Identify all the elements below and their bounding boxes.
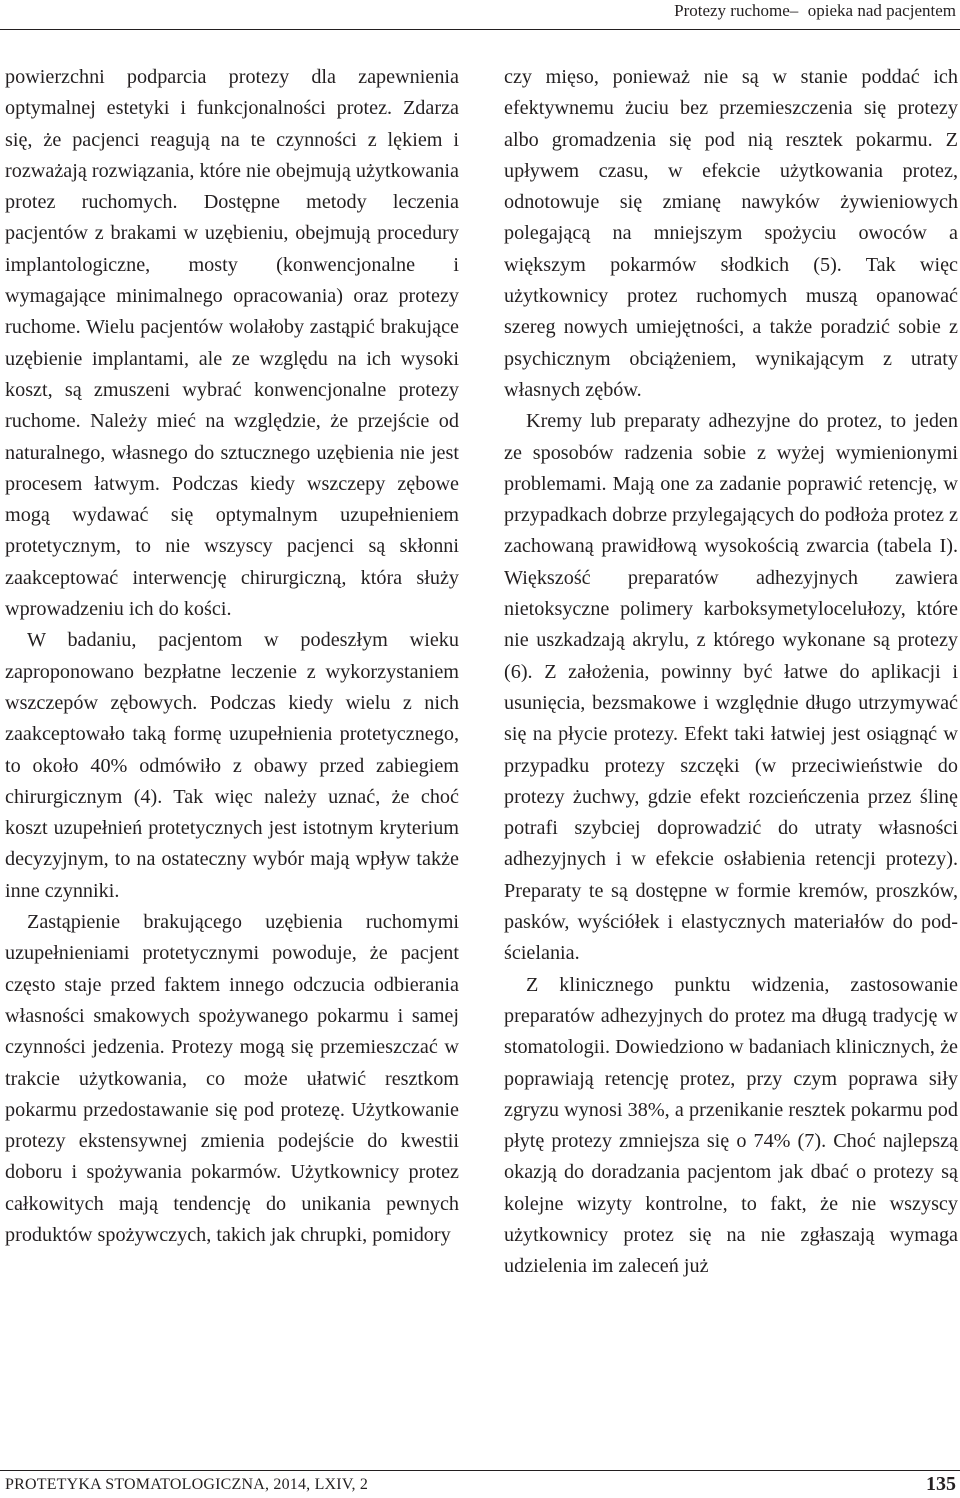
- paragraph: Z klinicznego punktu widzenia, zastosowanie preparatów adhezyjnych do protez ma długą tradycję w stomatologii. Dowiedziono w badaniach klinicznych, że poprawiają retencję protez, przy czym poprawa siły zgryzu wynosi 38%, a przenikanie resztek pokarmu pod płytę protezy zmniejsza się o 74% (7). Choć najlepszą okazją do doradzania pacjentom jak dbać o protezy są kolejne wizyty kontrolne, to fakt, że nie wszyscy użytkownicy protez się na nie zgłaszają wymaga udzielenia im zaleceń już: [504, 973, 958, 1278]
- paragraph: czy mięso, ponieważ nie są w stanie poddać ich efektywnemu żuciu bez przemieszczenia się protezy albo gromadzenia się pod nią resztek pokarmu. Z upływem czasu, w efekcie użytkowania protez, odnotowuje się zmianę nawyków żywieniowych polegającą na mniejszym spożyciu owoców a większym pokarmów słodkich (5). Tak więc użytkownicy protez ruchomych muszą opanować szereg nowych umiejętności, a także poradzić sobie z psychicznym obciążeniem, wynikającym z utraty własnych zębów.: [504, 66, 958, 401]
- paragraph: Kremy lub preparaty adhezyjne do protez, to jeden ze sposobów radzenia sobie z wyżej wymienionymi problemami. Mają one za zadanie poprawić retencję, w przypadkach dobrze przylegających do podłoża protez z zachowaną prawidłową wysokością zwarcia (tabela I). Większość preparatów adhezyjnych zawiera nietoksyczne polimery karboksymetylocelułozy, które nie uszkadzają akrylu, z którego wykonane są protezy (6). Z założenia, powinny być łatwe do aplikacji i usunięcia, bezsmakowe i względnie długo utrzymywać się na płycie protezy. Efekt taki łatwiej jest osiągnąć w przypadku protezy szczęki (w przeciwieństwie do protezy żuchwy, gdzie efekt rozcieńczenia przez ślinę potrafi szybciej doprowadzić do utraty własności adhezyjnych i w efekcie osłabienia retencji protezy). Preparaty te są dostępne w formie kremów, proszków, pasków, wyściółek i elastycznych materiałów do podścielania.: [504, 410, 958, 965]
- paragraph: powierzchni podparcia protezy dla zapewnienia optymalnej estetyki i funkcjonalności protez. Zdarza się, że pacjenci reagują na te czynności z lękiem i rozważają rozwiązania, które nie obejmują użytkowania protez ruchomych. Dostępne metody leczenia pacjentów z brakami w uzębieniu, obejmują procedury implantologiczne, mosty (konwencjonalne i wymagające minimalnego opracowania) oraz protezy ruchome. Wielu pacjentów wolałoby zastąpić brakujące uzębienie implantami, ale ze względu na ich wysoki koszt, są zmuszeni wybrać konwencjonalne protezy ruchome. Należy mieć na względzie, że przejście od naturalnego, własnego do sztucznego uzębienia nie jest procesem łatwym. Podczas kiedy wszczepy zębowe mogą wydawać się optymalnym uzupełnieniem protetycznym, to nie wszyscy pacjenci są skłonni zaakceptować interwencję chirurgiczną, która służy wprowadzeniu ich do kości.: [5, 66, 460, 621]
- left-column: [5, 62, 459, 1251]
- running-header: [674, 0, 956, 22]
- paragraph: W badaniu, pacjentom w podeszłym wieku zaproponowano bezpłatne leczenie z wykorzystaniem wszczepów zębowych. Podczas kiedy wielu z nich zaakceptowało taką formę uzupełnienia protetycznego, to około 40% odmówiło z obawy przed zabiegiem chirurgicznym (4). Tak więc należy uznać, że choć koszt uzupełnień protetycznych jest istotnym kryterium decyzyjnym, to na ostateczny wybór mają wpływ także inne czynniki.: [5, 629, 459, 902]
- paragraph: Zastąpienie brakującego uzębienia ruchomymi uzupełnieniami protetycznymi powoduje, że pacjent często staje przed faktem innego odczucia odbierania własności smakowych spożywanego pokarmu i samej czynności jedzenia. Protezy mogą się przemieszczać w trakcie użytkowania, co może ułatwić resztkom pokarmu przedostawanie się pod protezę. Użytkowanie protezy ekstensywnej zmienia podejście do kwestii doboru i spożywania pokarmów. Użytkownicy protez całkowitych mają tendencję do unikania pewnych produktów spożywczych, takich jak chrupki, pomidory: [5, 911, 459, 1246]
- page-number: 135: [926, 1473, 956, 1495]
- running-subtitle: opieka nad pacjentem: [807, 1, 956, 20]
- footer-rule: [0, 1470, 960, 1471]
- journal-citation: PROTETYKA STOMATOLOGICZNA, 2014, LXIV, 2: [5, 1476, 369, 1493]
- running-title: Protezy ruchome: [674, 1, 790, 20]
- header-separator: –: [789, 1, 799, 20]
- right-column: [504, 62, 958, 1283]
- header-rule: [0, 29, 960, 30]
